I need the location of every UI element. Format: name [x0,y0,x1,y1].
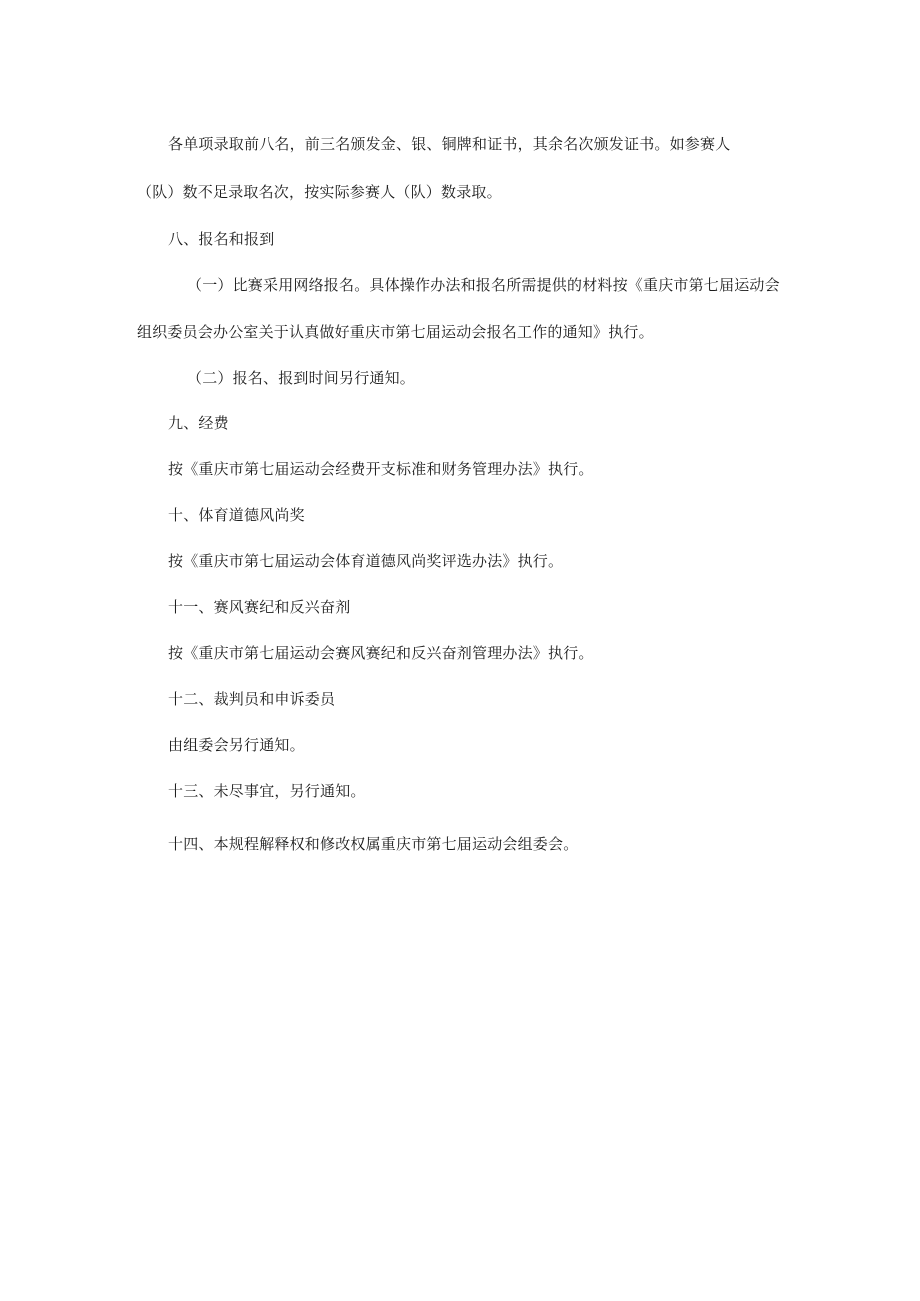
section-heading-referees: 十二、裁判员和申诉委员 [168,690,336,708]
paragraph-registration-2: （二）报名、报到时间另行通知。 [187,369,416,387]
section-heading-funding: 九、经费 [168,414,229,432]
section-heading-discipline: 十一、赛风赛纪和反兴奋剂 [168,598,351,616]
paragraph-registration-1: （一）比赛采用网络报名。具体操作办法和报名所需提供的材料按《重庆市第七届运动会 [187,276,780,294]
paragraph-sportsmanship: 按《重庆市第七届运动会体育道德风尚奖评选办法》执行。 [168,552,564,570]
paragraph-award-rules-cont: （队）数不足录取名次，按实际参赛人（队）数录取。 [137,183,502,201]
section-heading-registration: 八、报名和报到 [168,230,275,248]
section-heading-other-matters: 十三、未尽事宜，另行通知。 [168,782,366,800]
paragraph-referees: 由组委会另行通知。 [168,736,305,754]
paragraph-registration-1-cont: 组织委员会办公室关于认真做好重庆市第七届运动会报名工作的通知》执行。 [137,323,654,341]
paragraph-award-rules: 各单项录取前八名，前三名颁发金、银、铜牌和证书，其余名次颁发证书。如参赛人 [168,135,731,153]
section-heading-interpretation: 十四、本规程解释权和修改权属重庆市第七届运动会组委会。 [168,835,579,853]
paragraph-funding: 按《重庆市第七届运动会经费开支标准和财务管理办法》执行。 [168,460,594,478]
section-heading-sportsmanship: 十、体育道德风尚奖 [168,506,305,524]
paragraph-discipline: 按《重庆市第七届运动会赛风赛纪和反兴奋剂管理办法》执行。 [168,644,594,662]
